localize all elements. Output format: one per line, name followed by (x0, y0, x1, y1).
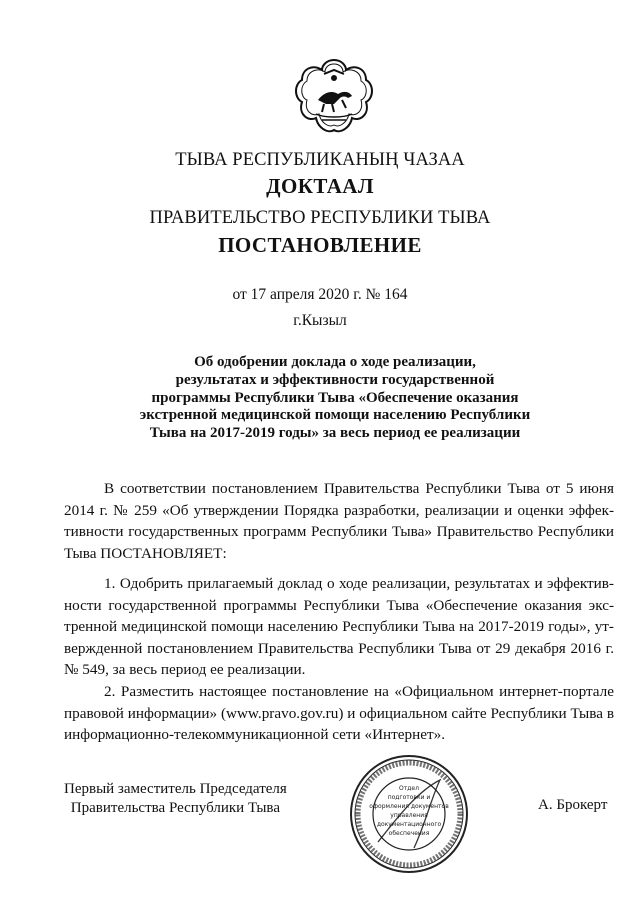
title-line: экстренной медицинской помощи населению Республики (139, 407, 531, 424)
paragraph-line: информационно-телекоммуникационной сети «Интернет». (64, 726, 446, 744)
tuvan-government-name: ТЫВА РЕСПУБЛИКАНЫҢ ЧАЗАА (175, 150, 465, 170)
item-1-paragraph (64, 573, 614, 681)
paragraph-line: 2. Разместить настоящее постановление на «Официальном интернет-портале (104, 683, 614, 700)
stamp-line: обеспечения (388, 830, 430, 837)
paragraph-line: 2014 г. № 259 «Об утверждении Порядка разработки, реализации и оценки эффек- (64, 501, 614, 519)
tuva-emblem-icon (294, 56, 374, 140)
paragraph-line: ности государственной программы Республики Тыва «Обеспечение оказания экс- (64, 596, 614, 614)
document-city: г.Кызыл (293, 312, 347, 329)
title-line: программы Республики Тыва «Обеспечение оказания (151, 389, 519, 406)
paragraph-line: правовой информации» (www.pravo.gov.ru) и официальном сайте Республики Тыва в (64, 704, 614, 722)
stamp-line: подготовки и (387, 794, 431, 801)
russian-document-type: ПОСТАНОВЛЕНИЕ (218, 233, 422, 257)
item-2-paragraph (64, 681, 614, 746)
stamp-line: Отдел (399, 785, 419, 792)
title-line: Об одобрении доклада о ходе реализации, (194, 354, 476, 370)
paragraph-line: Тыва ПОСТАНОВЛЯЕТ: (64, 544, 227, 562)
preamble-paragraph (64, 478, 614, 564)
paragraph-line: 1. Одобрить прилагаемый доклад о ходе реализации, результатах и эффектив- (104, 575, 614, 592)
stamp-line: оформления документов (369, 803, 449, 810)
tuvan-document-type: ДОКТААЛ (266, 174, 374, 198)
official-stamp (344, 752, 474, 876)
title-line: Тыва на 2017-2019 годы» за весь период ее реализации (149, 425, 521, 442)
paragraph-line: В соответствии постановлением Правительства Республики Тыва от 5 июня (104, 480, 614, 497)
paragraph-line: тивности государственных программ Республики Тыва» Правительство Республики (64, 523, 614, 541)
document-title (100, 354, 570, 443)
document-date-number: от 17 апреля 2020 г. № 164 (232, 286, 408, 303)
paragraph-line: тренной медицинской помощи населению Республики Тыва на 2017-2019 годы», ут- (64, 618, 614, 636)
paragraph-line: вержденной постановлением Правительства Республики Тыва от 29 декабря 2016 г. (64, 639, 614, 657)
russian-government-name: ПРАВИТЕЛЬСТВО РЕСПУБЛИКИ ТЫВА (149, 208, 491, 228)
title-line: результатах и эффективности государственной (175, 371, 495, 388)
signatory-position-line: Правительства Республики Тыва (70, 800, 280, 816)
signatory-position (64, 780, 287, 818)
stamp-line: управления (390, 812, 428, 819)
signatory-name: А. Брокерт (538, 797, 608, 813)
paragraph-line: № 549, за весь период ее реализации. (64, 661, 306, 679)
stamp-line: документационного (376, 821, 442, 828)
signatory-position-line: Первый заместитель Председателя (64, 781, 287, 797)
